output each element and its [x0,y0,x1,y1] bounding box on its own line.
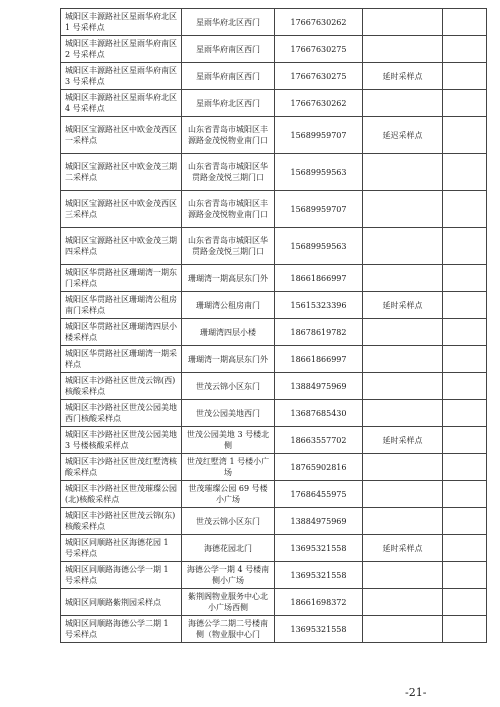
site-address-cell: 世茂云锦小区东门 [182,508,275,535]
contact-phone-cell: 17667630275 [275,36,363,63]
note-cell: 延时采样点 [363,63,443,90]
table-row [61,535,487,562]
blank-cell [443,292,487,319]
site-name-cell: 城阳区同顺路紫荆园采样点 [61,589,182,616]
note-cell [363,562,443,589]
site-address-cell: 珊瑚湾四层小楼 [182,319,275,346]
table-row [61,9,487,36]
blank-cell [443,63,487,90]
site-address-cell: 珊瑚湾一期高层东门外 [182,265,275,292]
contact-phone-cell: 18661866997 [275,346,363,373]
site-name-cell: 城阳区丰源路社区星雨华府北区 1 号采样点 [61,9,182,36]
site-address-cell: 海德公学二期二号楼南侧（物业服中心门 [182,616,275,643]
note-cell [363,508,443,535]
blank-cell [443,265,487,292]
blank-cell [443,346,487,373]
contact-phone-cell: 13884975969 [275,373,363,400]
site-address-cell: 紫荆阁物业服务中心北小广场西侧 [182,589,275,616]
contact-phone-cell: 15689959707 [275,191,363,228]
blank-cell [443,228,487,265]
note-cell: 延时采样点 [363,292,443,319]
contact-phone-cell: 15689959563 [275,228,363,265]
table-row [61,373,487,400]
site-address-cell: 星雨华府北区西门 [182,9,275,36]
blank-cell [443,535,487,562]
blank-cell [443,90,487,117]
note-cell [363,481,443,508]
note-cell [363,191,443,228]
site-address-cell: 山东省青岛市城阳区丰源路金茂悦物业南门口 [182,117,275,154]
note-cell [363,400,443,427]
site-address-cell: 山东省青岛市城阳区华贯路金茂悦三期门口 [182,154,275,191]
site-address-cell: 海德公学一期 4 号楼南侧小广场 [182,562,275,589]
site-name-cell: 城阳区丰沙路社区世茂公园美地西门核酸采样点 [61,400,182,427]
contact-phone-cell: 13884975969 [275,508,363,535]
contact-phone-cell: 15615323396 [275,292,363,319]
site-name-cell: 城阳区华贯路社区珊瑚湾一期采样点 [61,346,182,373]
table-row [61,90,487,117]
site-name-cell: 城阳区宝源路社区中欧金茂西区一采样点 [61,117,182,154]
site-name-cell: 城阳区同顺路社区海德花园 1 号采样点 [61,535,182,562]
table-row [61,191,487,228]
sampling-site-table [60,8,487,643]
page-number: -21- [405,686,427,699]
site-address-cell: 星雨华府南区西门 [182,36,275,63]
note-cell [363,228,443,265]
site-address-cell: 世茂云锦小区东门 [182,373,275,400]
contact-phone-cell: 13695321558 [275,616,363,643]
contact-phone-cell: 17667630262 [275,9,363,36]
site-name-cell: 城阳区丰沙路社区世茂公园美地 3 号楼核酸采样点 [61,427,182,454]
note-cell [363,265,443,292]
blank-cell [443,36,487,63]
site-name-cell: 城阳区丰源路社区星雨华府南区 3 号采样点 [61,63,182,90]
blank-cell [443,9,487,36]
site-address-cell: 山东省青岛市城阳区丰源路金茂悦物业南门口 [182,191,275,228]
table-row [61,265,487,292]
table-row [61,154,487,191]
site-address-cell: 海德花园北门 [182,535,275,562]
table-row [61,454,487,481]
blank-cell [443,400,487,427]
table-row [61,117,487,154]
blank-cell [443,191,487,228]
blank-cell [443,427,487,454]
contact-phone-cell: 17667630262 [275,90,363,117]
table-row [61,481,487,508]
site-address-cell: 珊瑚湾一期高层东门外 [182,346,275,373]
contact-phone-cell: 17667630275 [275,63,363,90]
note-cell [363,589,443,616]
site-name-cell: 城阳区宝源路社区中欧金茂三期四采样点 [61,228,182,265]
table-row [61,63,487,90]
site-name-cell: 城阳区丰沙路社区世茂云锦(西)核酸采样点 [61,373,182,400]
note-cell [363,154,443,191]
note-cell [363,373,443,400]
blank-cell [443,562,487,589]
site-address-cell: 星雨华府南区西门 [182,63,275,90]
note-cell [363,346,443,373]
site-address-cell: 世茂公园美地西门 [182,400,275,427]
table-row [61,319,487,346]
site-name-cell: 城阳区丰沙路社区世茂云锦(东)核酸采样点 [61,508,182,535]
contact-phone-cell: 18661866997 [275,265,363,292]
site-name-cell: 城阳区宝源路社区中欧金茂西区三采样点 [61,191,182,228]
contact-phone-cell: 18678619782 [275,319,363,346]
table-row [61,589,487,616]
table-row [61,36,487,63]
site-name-cell: 城阳区丰沙路社区世茂璀璨公园(北)核酸采样点 [61,481,182,508]
blank-cell [443,481,487,508]
table-row [61,228,487,265]
site-name-cell: 城阳区同顺路海德公学二期 1 号采样点 [61,616,182,643]
table-row [61,346,487,373]
table-row [61,562,487,589]
contact-phone-cell: 13687685430 [275,400,363,427]
note-cell [363,454,443,481]
blank-cell [443,117,487,154]
site-name-cell: 城阳区华贯路社区珊瑚湾四层小楼采样点 [61,319,182,346]
site-name-cell: 城阳区丰源路社区星雨华府北区 4 号采样点 [61,90,182,117]
note-cell [363,319,443,346]
contact-phone-cell: 18661698372 [275,589,363,616]
note-cell: 延时采样点 [363,427,443,454]
site-name-cell: 城阳区丰源路社区星雨华府南区 2 号采样点 [61,36,182,63]
site-address-cell: 山东省青岛市城阳区华贯路金茂悦三期门口 [182,228,275,265]
blank-cell [443,589,487,616]
blank-cell [443,154,487,191]
site-name-cell: 城阳区丰沙路社区世茂红墅湾核酸采样点 [61,454,182,481]
blank-cell [443,454,487,481]
contact-phone-cell: 15689959707 [275,117,363,154]
contact-phone-cell: 17686455975 [275,481,363,508]
site-address-cell: 世茂公园美地 3 号楼北侧 [182,427,275,454]
contact-phone-cell: 13695321558 [275,535,363,562]
contact-phone-cell: 13695321558 [275,562,363,589]
blank-cell [443,616,487,643]
blank-cell [443,508,487,535]
table-row [61,292,487,319]
contact-phone-cell: 18765902816 [275,454,363,481]
site-address-cell: 世茂璀璨公园 69 号楼小广场 [182,481,275,508]
note-cell [363,616,443,643]
site-name-cell: 城阳区同顺路海德公学一期 1 号采样点 [61,562,182,589]
site-name-cell: 城阳区华贯路社区珊瑚湾一期东门采样点 [61,265,182,292]
blank-cell [443,373,487,400]
site-address-cell: 珊瑚湾公租房南门 [182,292,275,319]
note-cell [363,36,443,63]
note-cell: 延时采样点 [363,535,443,562]
table-row [61,427,487,454]
table-row [61,400,487,427]
site-address-cell: 世茂红墅湾 1 号楼小广场 [182,454,275,481]
note-cell: 延迟采样点 [363,117,443,154]
blank-cell [443,319,487,346]
table-row [61,616,487,643]
site-name-cell: 城阳区华贯路社区珊瑚湾公租房南门采样点 [61,292,182,319]
contact-phone-cell: 15689959563 [275,154,363,191]
contact-phone-cell: 18663557702 [275,427,363,454]
table-row [61,508,487,535]
site-name-cell: 城阳区宝源路社区中欧金茂三期二采样点 [61,154,182,191]
site-address-cell: 星雨华府北区西门 [182,90,275,117]
note-cell [363,9,443,36]
note-cell [363,90,443,117]
sampling-site-rows [61,9,487,643]
